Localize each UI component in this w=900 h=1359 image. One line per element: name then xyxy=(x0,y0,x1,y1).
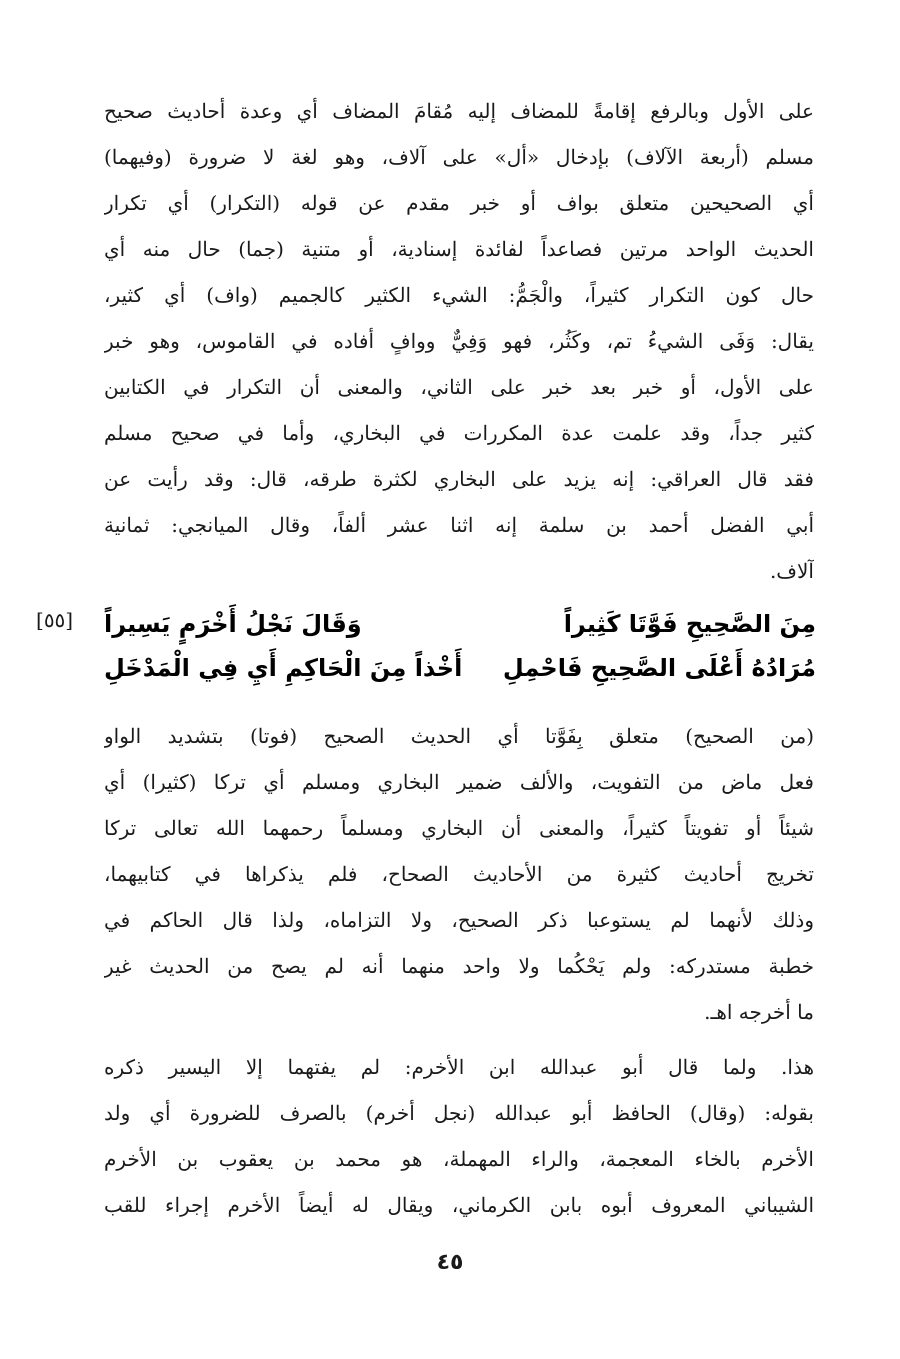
text-line: فقد قال العراقي: إنه يزيد على البخاري لكثرة طرقه، قال: وقد رأيت عن xyxy=(104,467,814,491)
commentary-paragraph-bottom xyxy=(104,1044,814,1228)
text-line: هذا. ولما قال أبو عبدالله ابن الأخرم: لم يفتهما إلا اليسير ذكره xyxy=(104,1055,814,1079)
text-line: كثير جداً، وقد علمت عدة المكررات في البخاري، وأما في صحيح مسلم xyxy=(104,421,814,445)
verse-hemistich-first: مِنَ الصَّحِيحِ فَوَّتَا كَثِيراً xyxy=(563,610,816,638)
text-line: يقال: وَفَى الشيءُ تم، وكَثُر، فهو وَفِيٌّ ووافٍ أفاده في القاموس، وهو خبر xyxy=(104,329,814,353)
text-line: مسلم (أربعة الآلاف) بإدخال «أل» على آلاف، وهو لغة لا ضرورة (وفيهما) xyxy=(104,145,814,169)
text-line: ما أخرجه اهـ. xyxy=(704,1000,814,1024)
verse-hemistich-first: مُرَادُهُ أَعْلَى الصَّحِيحِ فَاحْمِلِ xyxy=(502,654,816,682)
commentary-paragraph-middle xyxy=(104,713,814,1035)
text-line: على الأول وبالرفع إقامةً للمضاف إليه مُقامَ المضاف أي وعدة أحاديث صحيح xyxy=(104,99,814,123)
verse-line-2 xyxy=(104,646,816,690)
text-line: أي الصحيحين متعلق بواف أو خبر مقدم عن قوله (التكرار) أي تكرار xyxy=(104,191,814,215)
text-line: حال كون التكرار كثيراً، والْجَمُّ: الشيء الكثير كالجميم (واف) أي كثير، xyxy=(104,283,814,307)
text-line: (من الصحيح) متعلق بِفَوَّتا أي الحديث الصحيح (فوتا) بتشديد الواو xyxy=(104,724,814,748)
verse-hemistich-second: أَخْذاً مِنَ الْحَاكِمِ أَيِ فِي الْمَدْخَلِ xyxy=(104,654,463,682)
text-line: آلاف. xyxy=(769,559,814,583)
text-line: الشيباني المعروف أبوه بابن الكرماني، ويقال له أيضاً الأخرم إجراء للقب xyxy=(104,1193,814,1217)
verse-number: [٥٥] xyxy=(36,608,74,632)
text-line: فعل ماض من التفويت، والألف ضمير البخاري ومسلم أي تركا (كثيرا) أي xyxy=(104,770,814,794)
verse-hemistich-second: وَقَالَ نَجْلُ أَخْرَمٍ يَسِيراً xyxy=(104,610,362,638)
text-line: تخريج أحاديث كثيرة من الأحاديث الصحاح، فلم يذكراها في كتابيهما، xyxy=(104,862,814,886)
commentary-paragraph-top xyxy=(104,88,814,594)
text-line: الحديث الواحد مرتين فصاعداً لفائدة إسنادية، أو متنية (جما) حال منه أي xyxy=(104,237,814,261)
verse-block xyxy=(104,602,816,690)
text-line: على الأول، أو خبر بعد خبر على الثاني، والمعنى أن التكرار في الكتابين xyxy=(104,375,814,399)
text-line: شيئاً أو تفويتاً كثيراً، والمعنى أن البخاري ومسلماً رحمهما الله تعالى تركا xyxy=(104,816,814,840)
text-line: الأخرم بالخاء المعجمة، والراء المهملة، هو محمد بن يعقوب بن الأخرم xyxy=(104,1147,814,1171)
verse-line-1 xyxy=(104,602,816,646)
text-line: أبي الفضل أحمد بن سلمة إنه اثنا عشر ألفاً، وقال الميانجي: ثمانية xyxy=(104,513,814,537)
text-line: وذلك لأنهما لم يستوعبا ذكر الصحيح، ولا التزاماه، ولذا قال الحاكم في xyxy=(104,908,814,932)
page-number: ٤٥ xyxy=(436,1250,464,1275)
text-line: بقوله: (وقال) الحافظ أبو عبدالله (نجل أخرم) بالصرف للضرورة أي ولد xyxy=(104,1101,814,1125)
text-line: خطبة مستدركه: ولم يَحْكُما ولا واحد منهما أنه لم يصح من الحديث غير xyxy=(104,954,814,978)
